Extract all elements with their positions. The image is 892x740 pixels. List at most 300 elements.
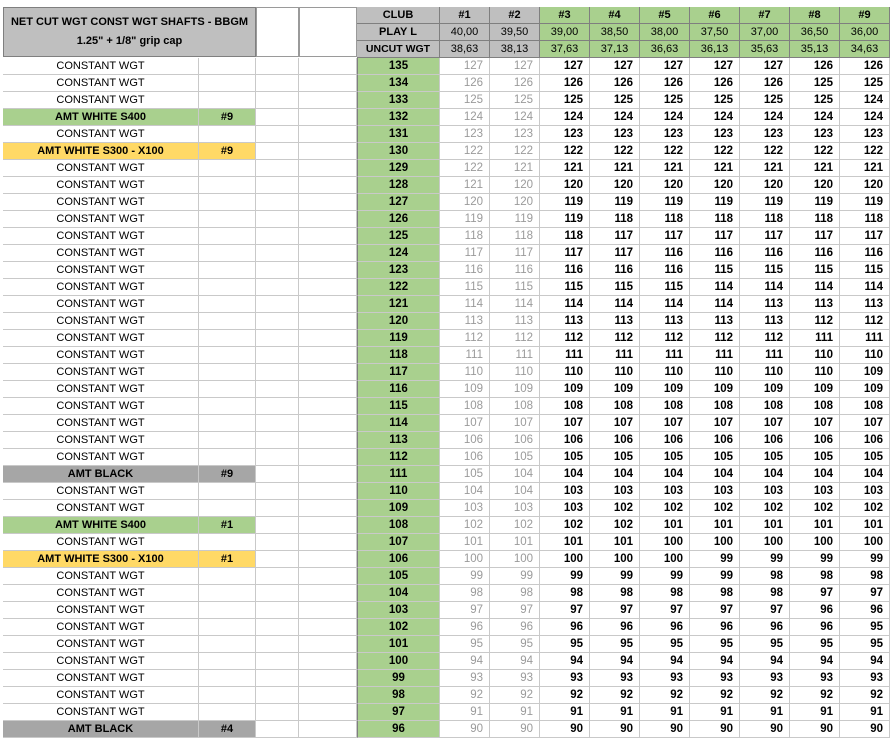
row-net-weight-cell: 117	[840, 228, 890, 245]
row-net-weight-cell: 98	[840, 568, 890, 585]
row-blank-cell	[299, 279, 357, 296]
row-net-weight-cell: 90	[790, 721, 840, 738]
row-net-weight-cell: 99	[590, 568, 640, 585]
row-net-weight-cell: 110	[790, 364, 840, 381]
row-net-weight-cell: 92	[740, 687, 790, 704]
row-net-weight-cell: 116	[490, 262, 540, 279]
row-net-weight-cell: 100	[490, 551, 540, 568]
row-net-weight-cell: 113	[640, 313, 690, 330]
row-uncut-weight: 99	[357, 670, 440, 687]
row-net-weight-cell: 101	[740, 517, 790, 534]
row-blank-cell	[299, 483, 357, 500]
row-net-weight-cell: 106	[640, 432, 690, 449]
row-net-weight-cell: 115	[640, 279, 690, 296]
row-net-weight-cell: 124	[640, 109, 690, 126]
header-uncut-wgt-label: UNCUT WGT	[357, 41, 440, 58]
row-shaft-label: CONSTANT WGT	[3, 262, 199, 279]
row-net-weight-cell: 101	[490, 534, 540, 551]
row-uncut-weight: 97	[357, 704, 440, 721]
row-net-weight-cell: 113	[440, 313, 490, 330]
header-clubs-cell: #1	[440, 7, 490, 24]
row-net-weight-cell: 90	[490, 721, 540, 738]
row-net-weight-cell: 104	[790, 466, 840, 483]
row-uncut-weight: 128	[357, 177, 440, 194]
row-net-weight-cell: 120	[640, 177, 690, 194]
row-uncut-weight: 113	[357, 432, 440, 449]
row-net-weight-cell: 94	[490, 653, 540, 670]
row-net-weight-cell: 109	[790, 381, 840, 398]
row-net-weight-cell: 118	[790, 211, 840, 228]
header-clubs-cell: #7	[740, 7, 790, 24]
row-shaft-label: CONSTANT WGT	[3, 483, 199, 500]
row-net-weight-cell: 104	[490, 466, 540, 483]
row-blank-cell	[256, 432, 299, 449]
row-blank-cell	[299, 636, 357, 653]
row-blank-cell	[299, 415, 357, 432]
row-net-weight-cell: 103	[490, 500, 540, 517]
row-blank-cell	[256, 330, 299, 347]
row-net-weight-cell: 97	[640, 602, 690, 619]
row-net-weight-cell: 97	[790, 585, 840, 602]
row-net-weight-cell: 121	[690, 160, 740, 177]
row-net-weight-cell: 94	[790, 653, 840, 670]
row-net-weight-cell: 115	[740, 262, 790, 279]
row-club-marker	[199, 483, 256, 500]
row-shaft-label: CONSTANT WGT	[3, 92, 199, 109]
row-club-marker	[199, 75, 256, 92]
row-net-weight-cell: 105	[540, 449, 590, 466]
header-clubs-cell: #3	[540, 7, 590, 24]
row-net-weight-cell: 95	[790, 636, 840, 653]
row-blank-cell	[299, 500, 357, 517]
header-uncut-wgt-cell: 34,63	[840, 41, 890, 58]
header-blank-cell	[256, 7, 299, 57]
row-net-weight-cell: 95	[590, 636, 640, 653]
row-net-weight-cell: 124	[690, 109, 740, 126]
row-club-marker	[199, 58, 256, 75]
row-net-weight-cell: 93	[840, 670, 890, 687]
row-blank-cell	[299, 687, 357, 704]
row-net-weight-cell: 110	[540, 364, 590, 381]
row-net-weight-cell: 104	[440, 483, 490, 500]
row-net-weight-cell: 108	[590, 398, 640, 415]
row-net-weight-cell: 119	[690, 194, 740, 211]
row-net-weight-cell: 114	[590, 296, 640, 313]
row-net-weight-cell: 104	[490, 483, 540, 500]
header-play-l-cell: 36,00	[840, 24, 890, 41]
row-blank-cell	[256, 194, 299, 211]
row-blank-cell	[299, 75, 357, 92]
row-blank-cell	[256, 296, 299, 313]
row-net-weight-cell: 103	[790, 483, 840, 500]
row-uncut-weight: 135	[357, 58, 440, 75]
row-blank-cell	[256, 483, 299, 500]
row-net-weight-cell: 96	[790, 602, 840, 619]
row-net-weight-cell: 104	[540, 466, 590, 483]
row-club-marker	[199, 313, 256, 330]
row-net-weight-cell: 104	[690, 466, 740, 483]
row-blank-cell	[256, 585, 299, 602]
row-net-weight-cell: 116	[690, 245, 740, 262]
row-uncut-weight: 101	[357, 636, 440, 653]
row-shaft-label: AMT WHITE S300 - X100	[3, 143, 199, 160]
row-net-weight-cell: 95	[840, 636, 890, 653]
header-clubs-cell: #4	[590, 7, 640, 24]
row-blank-cell	[256, 568, 299, 585]
row-net-weight-cell: 119	[840, 194, 890, 211]
row-net-weight-cell: 91	[740, 704, 790, 721]
row-net-weight-cell: 91	[840, 704, 890, 721]
row-net-weight-cell: 96	[590, 619, 640, 636]
header-clubs-cell: #5	[640, 7, 690, 24]
row-net-weight-cell: 123	[840, 126, 890, 143]
row-net-weight-cell: 99	[840, 551, 890, 568]
row-net-weight-cell: 108	[690, 398, 740, 415]
row-net-weight-cell: 107	[540, 415, 590, 432]
row-blank-cell	[256, 347, 299, 364]
row-net-weight-cell: 114	[740, 279, 790, 296]
row-shaft-label: CONSTANT WGT	[3, 619, 199, 636]
row-net-weight-cell: 127	[490, 58, 540, 75]
row-uncut-weight: 102	[357, 619, 440, 636]
row-uncut-weight: 103	[357, 602, 440, 619]
row-uncut-weight: 129	[357, 160, 440, 177]
row-net-weight-cell: 127	[740, 58, 790, 75]
row-net-weight-cell: 100	[440, 551, 490, 568]
row-net-weight-cell: 92	[690, 687, 740, 704]
row-net-weight-cell: 92	[440, 687, 490, 704]
row-net-weight-cell: 120	[740, 177, 790, 194]
row-net-weight-cell: 112	[640, 330, 690, 347]
row-net-weight-cell: 109	[840, 381, 890, 398]
row-blank-cell	[256, 619, 299, 636]
row-net-weight-cell: 107	[690, 415, 740, 432]
row-net-weight-cell: 114	[690, 296, 740, 313]
row-net-weight-cell: 107	[790, 415, 840, 432]
row-blank-cell	[256, 58, 299, 75]
header-uncut-wgt-cell: 38,63	[440, 41, 490, 58]
row-net-weight-cell: 115	[690, 262, 740, 279]
row-net-weight-cell: 117	[690, 228, 740, 245]
row-net-weight-cell: 99	[540, 568, 590, 585]
row-net-weight-cell: 101	[790, 517, 840, 534]
row-net-weight-cell: 109	[440, 381, 490, 398]
row-uncut-weight: 104	[357, 585, 440, 602]
row-net-weight-cell: 119	[640, 194, 690, 211]
row-net-weight-cell: 106	[440, 432, 490, 449]
row-blank-cell	[299, 466, 357, 483]
row-shaft-label: CONSTANT WGT	[3, 500, 199, 517]
row-net-weight-cell: 125	[640, 92, 690, 109]
row-net-weight-cell: 110	[590, 364, 640, 381]
row-net-weight-cell: 104	[740, 466, 790, 483]
row-net-weight-cell: 122	[690, 143, 740, 160]
row-uncut-weight: 126	[357, 211, 440, 228]
row-net-weight-cell: 96	[790, 619, 840, 636]
row-net-weight-cell: 98	[440, 585, 490, 602]
row-club-marker	[199, 262, 256, 279]
row-net-weight-cell: 109	[840, 364, 890, 381]
row-net-weight-cell: 102	[440, 517, 490, 534]
row-net-weight-cell: 117	[590, 228, 640, 245]
row-club-marker	[199, 330, 256, 347]
row-net-weight-cell: 93	[790, 670, 840, 687]
row-net-weight-cell: 104	[590, 466, 640, 483]
row-net-weight-cell: 99	[740, 551, 790, 568]
row-shaft-label: CONSTANT WGT	[3, 160, 199, 177]
row-net-weight-cell: 121	[740, 160, 790, 177]
row-net-weight-cell: 117	[640, 228, 690, 245]
row-shaft-label: AMT WHITE S300 - X100	[3, 551, 199, 568]
row-net-weight-cell: 101	[840, 517, 890, 534]
row-blank-cell	[299, 551, 357, 568]
row-club-marker	[199, 92, 256, 109]
row-blank-cell	[299, 143, 357, 160]
row-net-weight-cell: 126	[840, 58, 890, 75]
row-net-weight-cell: 99	[690, 551, 740, 568]
row-blank-cell	[299, 568, 357, 585]
row-uncut-weight: 123	[357, 262, 440, 279]
row-uncut-weight: 125	[357, 228, 440, 245]
row-uncut-weight: 111	[357, 466, 440, 483]
row-net-weight-cell: 126	[790, 58, 840, 75]
row-net-weight-cell: 124	[840, 92, 890, 109]
row-net-weight-cell: 120	[490, 177, 540, 194]
row-net-weight-cell: 95	[440, 636, 490, 653]
row-net-weight-cell: 124	[590, 109, 640, 126]
row-net-weight-cell: 120	[590, 177, 640, 194]
row-net-weight-cell: 122	[440, 143, 490, 160]
row-net-weight-cell: 118	[590, 211, 640, 228]
row-net-weight-cell: 121	[540, 160, 590, 177]
row-blank-cell	[299, 296, 357, 313]
row-club-marker	[199, 602, 256, 619]
row-net-weight-cell: 127	[640, 58, 690, 75]
row-uncut-weight: 110	[357, 483, 440, 500]
table-title	[3, 7, 256, 57]
row-net-weight-cell: 103	[440, 500, 490, 517]
row-net-weight-cell: 95	[840, 619, 890, 636]
row-net-weight-cell: 114	[490, 296, 540, 313]
row-club-marker	[199, 568, 256, 585]
row-net-weight-cell: 117	[790, 228, 840, 245]
row-net-weight-cell: 118	[840, 211, 890, 228]
row-net-weight-cell: 97	[690, 602, 740, 619]
row-net-weight-cell: 102	[740, 500, 790, 517]
row-club-marker: #1	[199, 517, 256, 534]
row-club-marker	[199, 636, 256, 653]
row-uncut-weight: 96	[357, 721, 440, 738]
row-net-weight-cell: 117	[440, 245, 490, 262]
row-net-weight-cell: 96	[540, 619, 590, 636]
row-blank-cell	[299, 517, 357, 534]
row-net-weight-cell: 118	[490, 228, 540, 245]
row-shaft-label: CONSTANT WGT	[3, 415, 199, 432]
row-net-weight-cell: 98	[490, 585, 540, 602]
row-net-weight-cell: 106	[690, 432, 740, 449]
row-net-weight-cell: 106	[740, 432, 790, 449]
row-net-weight-cell: 91	[440, 704, 490, 721]
row-net-weight-cell: 93	[690, 670, 740, 687]
row-net-weight-cell: 100	[540, 551, 590, 568]
row-club-marker	[199, 126, 256, 143]
row-net-weight-cell: 98	[640, 585, 690, 602]
row-net-weight-cell: 125	[740, 92, 790, 109]
row-net-weight-cell: 96	[840, 602, 890, 619]
row-uncut-weight: 133	[357, 92, 440, 109]
row-net-weight-cell: 112	[440, 330, 490, 347]
row-blank-cell	[256, 534, 299, 551]
row-net-weight-cell: 108	[540, 398, 590, 415]
row-uncut-weight: 108	[357, 517, 440, 534]
row-uncut-weight: 112	[357, 449, 440, 466]
row-shaft-label: CONSTANT WGT	[3, 279, 199, 296]
row-net-weight-cell: 98	[790, 568, 840, 585]
row-blank-cell	[299, 619, 357, 636]
row-net-weight-cell: 105	[690, 449, 740, 466]
row-net-weight-cell: 95	[540, 636, 590, 653]
row-net-weight-cell: 116	[440, 262, 490, 279]
row-shaft-label: AMT BLACK	[3, 466, 199, 483]
header-uncut-wgt-cell: 36,13	[690, 41, 740, 58]
row-shaft-label: CONSTANT WGT	[3, 704, 199, 721]
row-blank-cell	[299, 245, 357, 262]
row-net-weight-cell: 96	[690, 619, 740, 636]
row-net-weight-cell: 90	[640, 721, 690, 738]
row-club-marker	[199, 194, 256, 211]
row-net-weight-cell: 96	[490, 619, 540, 636]
row-club-marker	[199, 653, 256, 670]
row-net-weight-cell: 94	[640, 653, 690, 670]
row-net-weight-cell: 119	[590, 194, 640, 211]
row-net-weight-cell: 104	[840, 466, 890, 483]
row-net-weight-cell: 91	[490, 704, 540, 721]
row-net-weight-cell: 100	[590, 551, 640, 568]
row-blank-cell	[299, 330, 357, 347]
row-blank-cell	[256, 551, 299, 568]
row-net-weight-cell: 118	[740, 211, 790, 228]
row-shaft-label: CONSTANT WGT	[3, 194, 199, 211]
row-net-weight-cell: 92	[790, 687, 840, 704]
row-uncut-weight: 107	[357, 534, 440, 551]
row-net-weight-cell: 110	[640, 364, 690, 381]
row-club-marker	[199, 534, 256, 551]
row-net-weight-cell: 108	[790, 398, 840, 415]
row-net-weight-cell: 114	[640, 296, 690, 313]
row-net-weight-cell: 102	[540, 517, 590, 534]
row-blank-cell	[299, 194, 357, 211]
row-shaft-label: CONSTANT WGT	[3, 330, 199, 347]
row-net-weight-cell: 116	[640, 245, 690, 262]
row-net-weight-cell: 121	[440, 177, 490, 194]
row-net-weight-cell: 115	[590, 279, 640, 296]
row-net-weight-cell: 90	[740, 721, 790, 738]
row-club-marker	[199, 500, 256, 517]
row-shaft-label: CONSTANT WGT	[3, 398, 199, 415]
row-net-weight-cell: 99	[790, 551, 840, 568]
row-net-weight-cell: 98	[590, 585, 640, 602]
row-net-weight-cell: 125	[590, 92, 640, 109]
row-net-weight-cell: 105	[440, 466, 490, 483]
row-net-weight-cell: 112	[690, 330, 740, 347]
row-shaft-label: CONSTANT WGT	[3, 177, 199, 194]
row-net-weight-cell: 90	[690, 721, 740, 738]
row-net-weight-cell: 97	[590, 602, 640, 619]
row-club-marker	[199, 415, 256, 432]
row-net-weight-cell: 94	[740, 653, 790, 670]
header-blank-cell	[299, 7, 357, 57]
row-shaft-label: CONSTANT WGT	[3, 670, 199, 687]
row-blank-cell	[256, 500, 299, 517]
row-blank-cell	[256, 364, 299, 381]
row-net-weight-cell: 97	[840, 585, 890, 602]
row-net-weight-cell: 114	[540, 296, 590, 313]
row-shaft-label: CONSTANT WGT	[3, 347, 199, 364]
row-net-weight-cell: 110	[840, 347, 890, 364]
header-clubs-cell: #6	[690, 7, 740, 24]
row-net-weight-cell: 106	[490, 432, 540, 449]
row-net-weight-cell: 111	[490, 347, 540, 364]
row-blank-cell	[299, 126, 357, 143]
row-blank-cell	[256, 466, 299, 483]
row-net-weight-cell: 111	[690, 347, 740, 364]
row-net-weight-cell: 110	[740, 364, 790, 381]
row-net-weight-cell: 127	[590, 58, 640, 75]
row-shaft-label: CONSTANT WGT	[3, 449, 199, 466]
row-net-weight-cell: 119	[540, 211, 590, 228]
row-net-weight-cell: 108	[840, 398, 890, 415]
row-net-weight-cell: 123	[640, 126, 690, 143]
row-net-weight-cell: 125	[790, 92, 840, 109]
row-blank-cell	[299, 228, 357, 245]
row-net-weight-cell: 93	[490, 670, 540, 687]
row-net-weight-cell: 109	[590, 381, 640, 398]
row-club-marker: #4	[199, 721, 256, 738]
row-club-marker: #1	[199, 551, 256, 568]
row-net-weight-cell: 93	[640, 670, 690, 687]
row-net-weight-cell: 126	[740, 75, 790, 92]
row-net-weight-cell: 103	[590, 483, 640, 500]
row-net-weight-cell: 100	[790, 534, 840, 551]
row-net-weight-cell: 118	[640, 211, 690, 228]
row-net-weight-cell: 109	[640, 381, 690, 398]
row-blank-cell	[256, 262, 299, 279]
row-net-weight-cell: 112	[590, 330, 640, 347]
header-clubs-cell: #2	[490, 7, 540, 24]
row-net-weight-cell: 117	[490, 245, 540, 262]
row-net-weight-cell: 102	[690, 500, 740, 517]
row-net-weight-cell: 123	[490, 126, 540, 143]
row-net-weight-cell: 93	[540, 670, 590, 687]
row-net-weight-cell: 91	[640, 704, 690, 721]
row-club-marker	[199, 670, 256, 687]
row-net-weight-cell: 109	[740, 381, 790, 398]
row-net-weight-cell: 105	[840, 449, 890, 466]
row-net-weight-cell: 123	[440, 126, 490, 143]
row-net-weight-cell: 113	[740, 313, 790, 330]
row-net-weight-cell: 125	[840, 75, 890, 92]
row-blank-cell	[256, 398, 299, 415]
row-net-weight-cell: 117	[740, 228, 790, 245]
row-net-weight-cell: 121	[790, 160, 840, 177]
row-net-weight-cell: 100	[840, 534, 890, 551]
row-net-weight-cell: 115	[440, 279, 490, 296]
row-net-weight-cell: 111	[740, 347, 790, 364]
row-net-weight-cell: 100	[640, 551, 690, 568]
row-net-weight-cell: 123	[790, 126, 840, 143]
row-net-weight-cell: 125	[440, 92, 490, 109]
row-net-weight-cell: 118	[690, 211, 740, 228]
